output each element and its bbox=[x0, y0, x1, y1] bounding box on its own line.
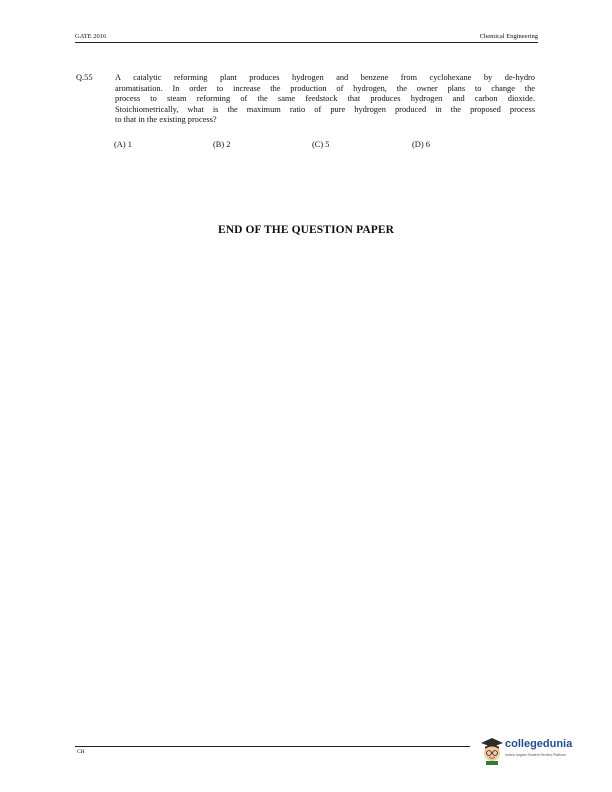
option-b: (B) 2 bbox=[213, 140, 231, 149]
option-a: (A) 1 bbox=[114, 140, 132, 149]
logo-brand-text: collegedunia bbox=[505, 738, 573, 750]
question-line: process to steam reforming of the same feedstock that produces hydrogen and carbon dioxide. bbox=[115, 94, 535, 104]
collegedunia-logo bbox=[479, 735, 579, 767]
mascot-icon bbox=[479, 735, 505, 765]
footer-left-text: CH bbox=[77, 749, 85, 755]
question-line: to that in the existing process? bbox=[115, 115, 217, 125]
logo-tagline: India's largest Student Review Platform bbox=[505, 753, 566, 757]
question-text bbox=[115, 73, 535, 126]
footer-rule bbox=[75, 746, 470, 747]
option-d: (D) 6 bbox=[412, 140, 430, 149]
question-number: Q.55 bbox=[76, 73, 93, 82]
header-rule bbox=[75, 42, 538, 43]
question-line: aromatisation. In order to increase the production of hydrogen, the owner plans to change the bbox=[115, 83, 535, 93]
header-right-text: Chemical Engineering bbox=[479, 33, 538, 40]
option-c: (C) 5 bbox=[312, 140, 330, 149]
header-left-text: GATE 2016 bbox=[75, 33, 107, 40]
question-line: A catalytic reforming plant produces hydrogen and benzene from cyclohexane by de-hydro bbox=[115, 73, 535, 82]
end-of-paper-title: END OF THE QUESTION PAPER bbox=[217, 224, 395, 236]
question-line: Stoichiometrically, what is the maximum ratio of pure hydrogen produced in the proposed process bbox=[115, 104, 535, 114]
